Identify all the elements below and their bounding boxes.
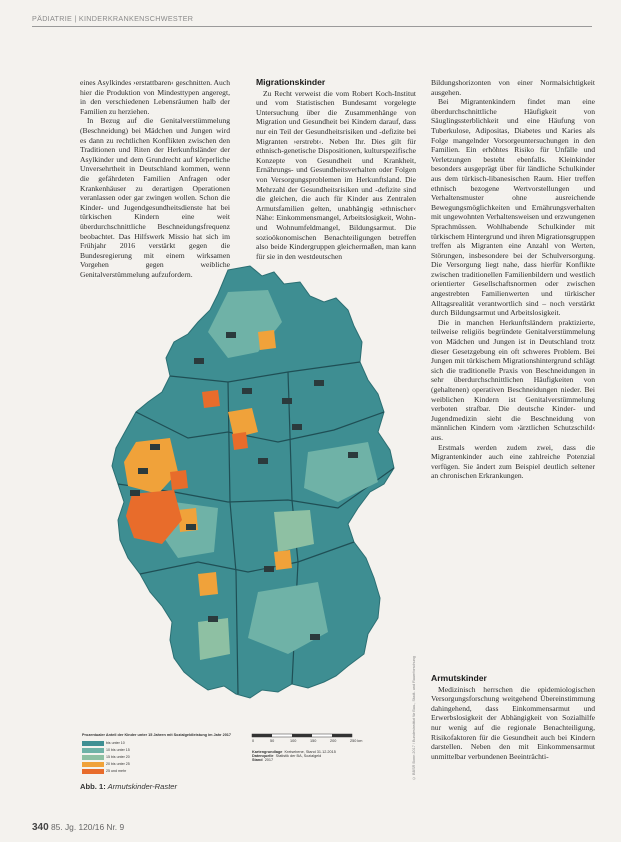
paragraph: Medizinisch herrschen die epidemiologischen Versorgungsforschung weitgehend Übereinstimmung dahingehend, dass Einkommensarmut und Erwerbslosigkeit der Abhängigkeit von Sozialhilfe nur wenig auf die regionale Benachteiligung, Risikofaktoren für die Gesundheit auch bei Kindern darstellen. Neben den mit Einkommensarmut unmittelbar verbundenen Beeinträchti- <box>431 684 595 761</box>
section-heading-armutskinder: Armutskinder <box>431 673 487 683</box>
header-text: PÄDIATRIE | KINDERKRANKENSCHWESTER <box>32 14 194 23</box>
legend-item <box>82 762 130 768</box>
legend-swatch <box>82 769 104 774</box>
caption-number: Abb. 1: <box>80 782 106 791</box>
map-meta <box>252 750 336 762</box>
legend-label: 25 und mehr <box>106 769 127 773</box>
page-footer <box>32 822 124 833</box>
meta-row: Kartengrundlage Kreisebene, Stand 31.12.2015 <box>252 750 336 754</box>
figure-caption <box>80 782 177 791</box>
legend-swatch <box>82 762 104 767</box>
legend-title: Prozentualer Anteil der Kinder unter 15 Jahren mit Sozialgeldleistung im Jahr 2017 <box>82 733 232 737</box>
scale-tick: 250 km <box>350 739 363 743</box>
running-header <box>32 10 592 26</box>
text-column-3 <box>431 78 595 481</box>
scale-tick: 200 <box>330 739 337 743</box>
scale-tick: 50 <box>270 739 275 743</box>
legend-item <box>82 755 130 761</box>
paragraph: Bildungshorizonten von einer Normalsichtigkeit ausgehen. <box>431 78 595 97</box>
text-column-3-lower <box>431 668 595 813</box>
scale-tick: 0 <box>252 739 255 743</box>
legend-label: 10 bis unter 15 <box>106 748 130 752</box>
paragraph: Zu Recht verweist die vom Robert Koch-Institut und vom Statistischen Bundesamt vorgelegte Untersuchung über die Zusammenhänge von Migration und Gesundheit bei Kindern darauf, dass nur ein Teil der Gesundheitsrisiken und -defizite bei Migranten ›erstrebt‹. Neben Ihr. Dies gilt für ethnisch-genetische Dispositionen, kulturspezifische Konzepte von Gesundheit und Krankheit, Ernährungs- und Gesundheitsverhalten oder Folgen von Versorgungsproblemen im Herkunftsland. Die Mehrzahl der Gesundheitsrisiken und -defizite sind die gleichen, die auch für Kinder aus Zentralen Armutsfamilien gelten, unabhängig ›ethnischer‹ Nähe: Einkommensmangel, Arbeitslosigkeit, Wohn- und Wohnumfeldmangel, Bildungsarmut. Die sozioökonomischen Benachteiligungen betreffen also beide Kindergruppen gleichermaßen, man kann für sie in den westdeutschen <box>256 88 416 261</box>
scale-tick: 150 <box>310 739 317 743</box>
paragraph: Bei Migrantenkindern findet man eine überdurchschnittliche Häufigkeit von Säuglingssterblichkeit und eine Häufung von Tuberkulose, Adipositas, Diabetes und Karies als Folge mangelnder Vorsorgeuntersuchungen in den Familien. Ein erhöhtes Risiko für Unfälle und Verletzungen besteht ebenfalls. Kleinkinder besonders ausgeprägt über für ländliche Schulkinder aus dem türkisch-libanesischen Raum. Hier treffen ethnisch bezogene Wertvorstellungen und Verhaltensmuster ohne ausreichende Bewegungsmöglichkeiten und Ernährungsverhalten mit ungewohnten Verhaltensweisen und erzwungenen Sprachmüssen. Wohlhabende Schulkinder mit türkischem Hintergrund und ihren Migrationsgruppen treffen als Migranten eine Anzahl von Werten, Störungen, insbesondere bei der Schulversorgung. Die Versorgung liegt nahe, dass hierfür Konflikte zwischen traditionellen Familienbildern und westlich orientierter Gesellschaftsnormen oder zwischen angestrebten Familienwerten und türkischer Alltagsrealität verantwortlich sind – noch verstärkt durch Bildungsarmut und Arbeitslosigkeit. <box>431 97 595 318</box>
section-heading-migrationskinder: Migrationskinder <box>256 77 326 87</box>
legend-swatch <box>82 748 104 753</box>
header-rule <box>32 26 592 27</box>
legend-item <box>82 748 130 754</box>
legend-label: bis unter 10 <box>106 741 125 745</box>
germany-child-poverty-map <box>78 262 413 742</box>
scale-tick: 100 <box>290 739 297 743</box>
paragraph: In Bezug auf die Genitalverstümmelung (Beschneidung) bei Mädchen und Jungen wird es dann zu rechtlichen Konflikten zwischen den Traditionen und Riten der Herkunftsländer der Asylkinder und dem Grundrecht auf körperliche Unversehrtheit in Deutschland kommen, wenn die gefährdeten Familien Anfragen oder Krankenhäuser zu derartigen Operationen veranlassen oder gar zwingen wollen. Schon die Kinder- und Jugendgesundheitsdienste hat bei türkischen Kindern eine weit überdurchschnittliche Beschneidungsfrequenz beobachtet. Das Hilfswerk Missio hat sich im Frühjahr 2016 verstärkt gegen die Bundesregierung mit einem wirksamen Vorgehen gegen weibliche Genitalverstümmelung aufzufordern. <box>80 116 230 279</box>
meta-row: Datenquelle Statistik der BA, Sozialgeld <box>252 754 322 758</box>
legend-item <box>82 741 125 747</box>
page-number: 340 <box>32 822 49 833</box>
map-legend <box>82 733 242 788</box>
text-column-2 <box>256 78 416 261</box>
footer-text: 85. Jg. 120/16 Nr. 9 <box>51 822 125 832</box>
caption-text: Armutskinder-Raster <box>107 782 178 791</box>
map-scale-and-meta <box>250 732 420 777</box>
image-credit: © BBSR Bonn 2017 / Bundesinstitut für Bau-, Stadt- und Raumforschung <box>412 656 416 780</box>
legend-swatch <box>82 755 104 760</box>
legend-label: 15 bis unter 20 <box>106 755 130 759</box>
text-column-1 <box>80 78 230 279</box>
legend-item <box>82 769 127 775</box>
paragraph: eines Asylkindes ›erstattbaren‹ geschnitten. Auch hier die Produktion von Mindesttypen angeregt, in den verschiedenen Lebensräumen halb der Familien zu herziehen. <box>80 78 230 116</box>
paragraph: Erstmals werden zudem zwei, dass die Migrantenkinder auch eine zahlreiche Potenzial verfügen. Sie ändert zum Beispiel deutlich seltener an chronischen Erkrankungen. <box>431 442 595 481</box>
legend-label: 20 bis unter 25 <box>106 762 130 766</box>
meta-row: Stand 2017 <box>252 758 274 762</box>
paragraph: Die in manchen Herkunftsländern praktizierte, teilweise religiös begründete Genitalverstümmelung von Mädchen und Jungen ist in Deutschland trotz dieser Gesetzgebung ein oft schweres Problem. Bei Jungen mit türkischem Migrationshintergrund schlägt sich die traditionelle Praxis von Beschneidungen in sehr überdurchschnittlichen Häufigkeiten von (gehaltenen) operativen Beschneidungen nieder. Bei weiblichen Kindern ist Genitalverstümmelung verboten strafbar. Die deutsche Kinder- und Jugendmedizin sieht die Beschneidung von männlichen Kindern vom ›ärztlichen Schutzschild‹ aus. <box>431 317 595 442</box>
legend-swatch <box>82 741 104 746</box>
